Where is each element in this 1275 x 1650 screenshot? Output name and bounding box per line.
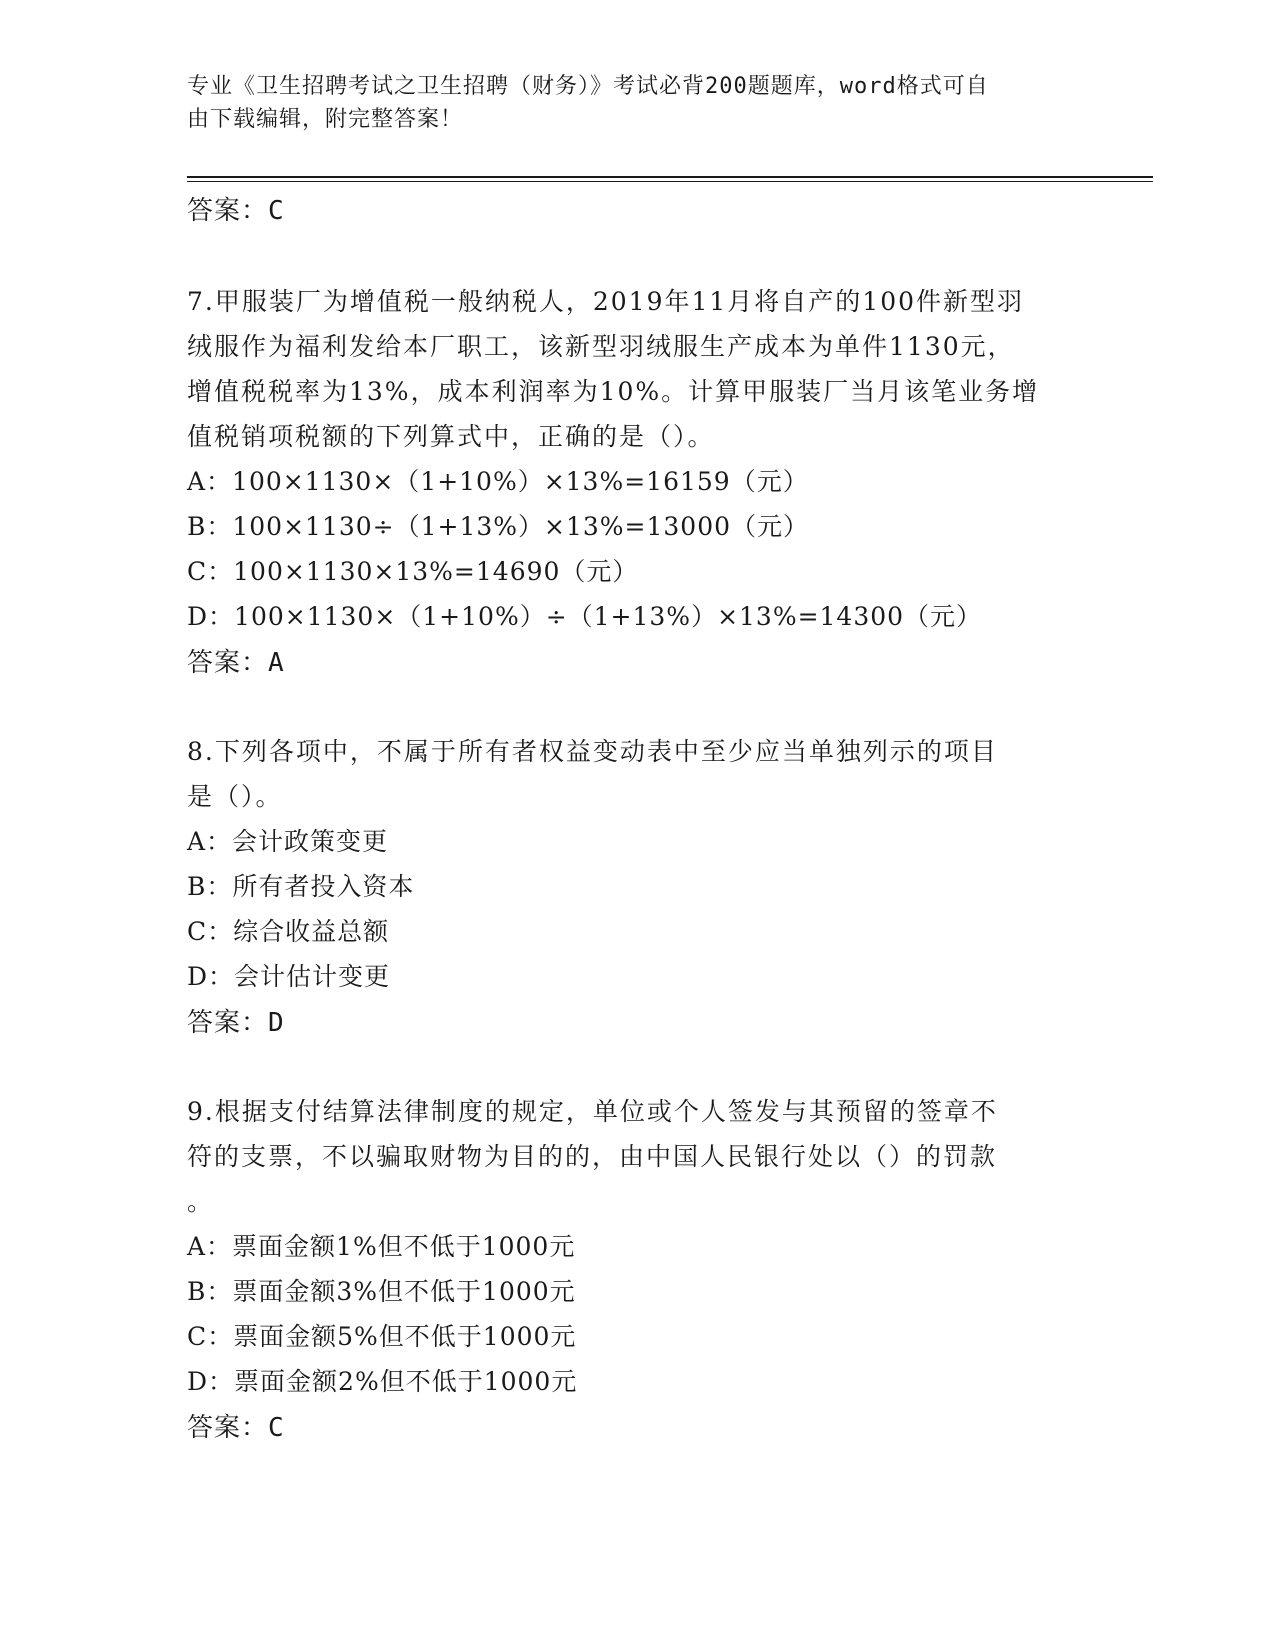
q9-option-d: D：票面金额2%但不低于1000元 bbox=[187, 1367, 578, 1396]
q8-stem-line-2: 是（）。 bbox=[187, 782, 283, 811]
q7-stem-line-2: 绒服作为福利发给本厂职工，该新型羽绒服生产成本为单件1130元， bbox=[187, 332, 1015, 361]
q8-answer: 答案：D bbox=[187, 1008, 285, 1038]
q7-option-b: B：100×1130÷（1+13%）×13%=13000（元） bbox=[187, 512, 810, 541]
q7-option-c: C：100×1130×13%=14690（元） bbox=[187, 557, 639, 586]
header-line-1: 专业《卫生招聘考试之卫生招聘（财务）》考试必背200题题库，word格式可自 bbox=[187, 74, 989, 99]
q9-stem-line-3: 。 bbox=[187, 1187, 215, 1216]
q7-option-a: A：100×1130×（1+10%）×13%=16159（元） bbox=[187, 467, 809, 496]
document-header bbox=[187, 70, 1067, 136]
q7-answer: 答案：A bbox=[187, 648, 285, 678]
q9-answer: 答案：C bbox=[187, 1413, 285, 1443]
q9-option-c: C：票面金额5%但不低于1000元 bbox=[187, 1322, 577, 1351]
q8-option-c: C：综合收益总额 bbox=[187, 917, 390, 946]
q7-option-d: D：100×1130×（1+10%）÷（1+13%）×13%=14300（元） bbox=[187, 602, 983, 631]
q8-option-b: B：所有者投入资本 bbox=[187, 872, 415, 901]
q9-stem-line-2: 符的支票，不以骗取财物为目的的，由中国人民银行处以（）的罚款 bbox=[187, 1142, 998, 1171]
header-line-2: 由下载编辑，附完整答案！ bbox=[187, 107, 464, 132]
q9-stem-line-1: 9.根据支付结算法律制度的规定，单位或个人签发与其预留的签章不 bbox=[187, 1097, 998, 1126]
q7-stem-line-3: 增值税税率为13%，成本利润率为10%。计算甲服装厂当月该笔业务增 bbox=[187, 377, 1040, 406]
header-divider-thin bbox=[187, 181, 1153, 182]
q9-option-a: A：票面金额1%但不低于1000元 bbox=[187, 1232, 576, 1261]
q8-stem-line-1: 8.下列各项中，不属于所有者权益变动表中至少应当单独列示的项目 bbox=[187, 737, 998, 766]
q7-stem-line-4: 值税销项税额的下列算式中，正确的是（）。 bbox=[187, 422, 715, 451]
header-divider bbox=[187, 176, 1153, 178]
q7-stem-line-1: 7.甲服装厂为增值税一般纳税人，2019年11月将自产的100件新型羽 bbox=[187, 287, 1025, 316]
q9-option-b: B：票面金额3%但不低于1000元 bbox=[187, 1277, 576, 1306]
q8-option-a: A：会计政策变更 bbox=[187, 827, 389, 856]
previous-answer: 答案：C bbox=[187, 196, 285, 226]
q8-option-d: D：会计估计变更 bbox=[187, 962, 391, 991]
